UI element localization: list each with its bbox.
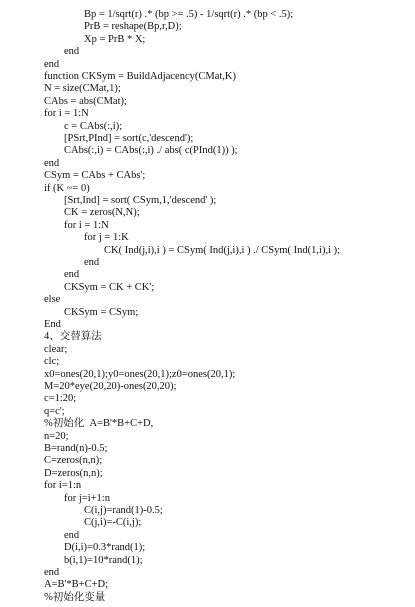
code-line: PrB = reshape(Bp,r,D);	[84, 21, 182, 33]
code-line: [PSrt,PInd] = sort(c,'descend');	[64, 133, 194, 144]
code-line: M=20*eye(20,20)-ones(20,20);	[44, 381, 177, 392]
code-line: CAbs = abs(CMat);	[44, 95, 127, 107]
code-line: else	[44, 294, 61, 306]
code-line: Xp = PrB * X;	[84, 33, 146, 45]
code-line: end	[44, 157, 60, 169]
code-line: %初始化变量	[44, 591, 106, 603]
code-line: for j = 1:K	[84, 232, 129, 244]
code-line: end	[64, 46, 80, 58]
code-line: clear;	[44, 343, 68, 355]
code-line: N = size(CMat,1);	[44, 83, 121, 95]
code-line: C(i,j)=rand(1)-0.5;	[84, 505, 163, 516]
code-line: x0=ones(20,1);y0=ones(20,1);z0=ones(20,1);	[44, 368, 236, 380]
code-line: for i = 1:N	[44, 108, 89, 120]
code-line: 4、交替算法	[44, 331, 102, 343]
code-line: function CKSym = BuildAdjacency(CMat,K)	[44, 71, 236, 82]
code-line: if (K ~= 0)	[44, 182, 90, 194]
code-line: for j=i+1:n	[64, 492, 110, 504]
code-line: CAbs(:,i) = CAbs(:,i) ./ abs( c(PInd(1)) );	[64, 145, 238, 157]
code-line: D=zeros(n,n);	[44, 467, 103, 479]
code-line: A=B'*B+C+D;	[44, 579, 108, 591]
code-line: b(i,1)=10*rand(1);	[64, 554, 143, 566]
code-line: C=zeros(n,n);	[44, 455, 103, 467]
code-line: CK = zeros(N,N);	[64, 207, 140, 219]
code-line: for i=1:n	[44, 480, 82, 492]
code-line: CKSym = CSym;	[64, 306, 139, 318]
code-line: end	[44, 567, 60, 578]
code-line: %初始化 A=B'*B+C+D,	[44, 418, 154, 430]
code-line: end	[64, 529, 80, 541]
code-line: end	[44, 58, 60, 70]
code-line: c=1:20;	[44, 393, 77, 405]
code-line: [Srt,Ind] = sort( CSym,1,'descend' );	[64, 195, 217, 206]
code-line: B=rand(n)-0.5;	[44, 443, 108, 454]
code-line: Bp = 1/sqrt(r) .* (bp >= .5) - 1/sqrt(r) .* (bp < .5);	[84, 9, 294, 20]
code-line: D(i,i)=0.3*rand(1);	[64, 542, 146, 554]
code-line: q=c';	[44, 405, 65, 417]
code-line: for i = 1:N	[64, 219, 109, 231]
code-line: end	[64, 269, 80, 281]
code-line: c = CAbs(:,i);	[64, 120, 123, 132]
code-line: end	[84, 257, 100, 268]
code-line: clc;	[44, 356, 60, 368]
code-line: CK( Ind(j,i),i ) = CSym( Ind(j,i),i ) ./ CSym( Ind(1,i),i );	[104, 244, 341, 256]
code-line: CSym = CAbs + CAbs';	[44, 170, 146, 182]
code-line: End	[44, 319, 61, 330]
code-line: C(j,i)=-C(i,j);	[84, 517, 142, 529]
code-line: n=20;	[44, 430, 69, 442]
code-line: CKSym = CK + CK';	[64, 281, 155, 293]
